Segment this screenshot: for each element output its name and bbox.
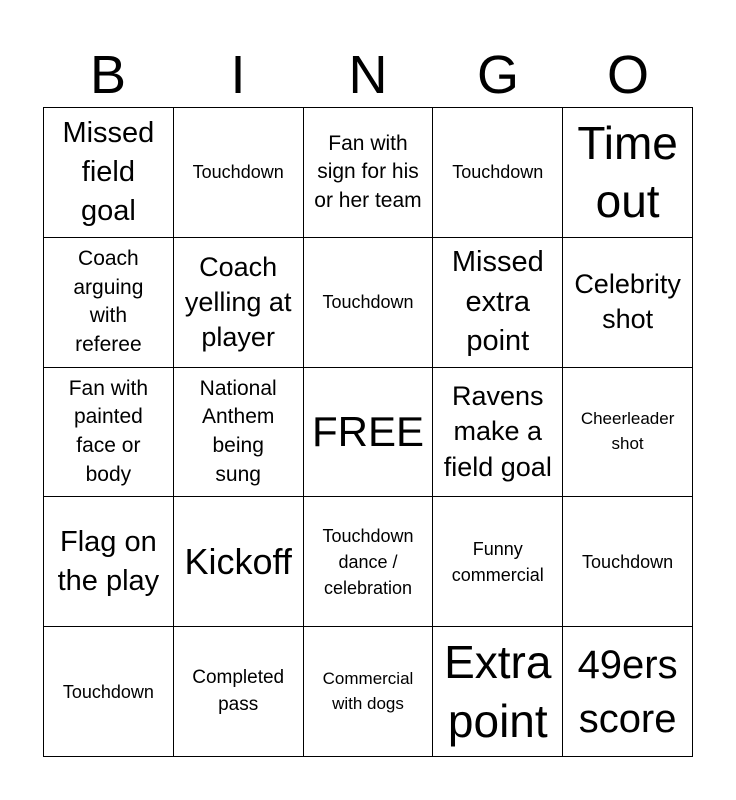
bingo-cell-r3-c4[interactable] — [433, 368, 563, 498]
bingo-cell-r1-c1[interactable] — [44, 108, 174, 238]
cell-label: National Anthem being sung — [199, 376, 277, 486]
cell-label: Coach arguing with referee — [73, 247, 144, 356]
bingo-cell-r5-c4[interactable] — [433, 627, 563, 757]
bingo-cell-r3-c5[interactable] — [563, 368, 693, 498]
header-letter-o: O — [606, 45, 649, 105]
bingo-board — [43, 107, 693, 757]
bingo-header — [43, 42, 693, 108]
cell-label: Completed pass — [192, 667, 285, 715]
bingo-cell-r4-c5[interactable] — [563, 497, 693, 627]
cell-label: Touchdown — [582, 551, 674, 572]
cell-label: Funny commercial — [451, 538, 544, 585]
header-letter-g: G — [476, 45, 519, 105]
bingo-cell-r1-c3[interactable] — [304, 108, 434, 238]
cell-label: Coach yelling at player — [184, 251, 292, 352]
cell-label: Touchdown — [192, 162, 284, 183]
bingo-cell-r2-c2[interactable] — [174, 238, 304, 368]
bingo-cell-r4-c4[interactable] — [433, 497, 563, 627]
cell-label: Extra point — [444, 636, 552, 747]
free-space-label: FREE — [311, 407, 424, 455]
bingo-cell-r1-c4[interactable] — [433, 108, 563, 238]
bingo-cell-r3-c2[interactable] — [174, 368, 304, 498]
cell-label: 49ers score — [577, 642, 678, 741]
cell-label: Commercial with dogs — [322, 668, 414, 713]
cell-label: Time out — [577, 116, 678, 228]
bingo-cell-r2-c3[interactable] — [304, 238, 434, 368]
bingo-cell-r5-c3[interactable] — [304, 627, 434, 757]
header-letter-i: I — [230, 45, 246, 105]
cell-label: Missed field goal — [62, 116, 155, 227]
bingo-cell-r4-c3[interactable] — [304, 497, 434, 627]
bingo-cell-r2-c4[interactable] — [433, 238, 563, 368]
cell-label: Kickoff — [184, 541, 292, 583]
bingo-cell-free[interactable] — [304, 368, 434, 498]
cell-label: Missed extra point — [451, 246, 544, 357]
cell-label: Fan with sign for his or her team — [314, 131, 422, 212]
header-letter-b: B — [89, 45, 127, 105]
bingo-cell-r1-c5[interactable] — [563, 108, 693, 238]
bingo-cell-r5-c5[interactable] — [563, 627, 693, 757]
cell-label: Touchdown — [322, 292, 414, 313]
header-letter-n: N — [348, 45, 388, 105]
cell-label: Cheerleader shot — [580, 409, 675, 453]
cell-label: Flag on the play — [57, 525, 160, 597]
cell-label: Touchdown dance / celebration — [322, 525, 414, 598]
cell-label: Touchdown — [452, 162, 544, 183]
bingo-cell-r2-c5[interactable] — [563, 238, 693, 368]
cell-label: Celebrity shot — [574, 269, 681, 335]
bingo-cell-r5-c1[interactable] — [44, 627, 174, 757]
bingo-cell-r1-c2[interactable] — [174, 108, 304, 238]
bingo-cell-r5-c2[interactable] — [174, 627, 304, 757]
cell-label: Fan with painted face or body — [68, 376, 149, 486]
cell-label: Touchdown — [62, 681, 154, 702]
bingo-cell-r4-c1[interactable] — [44, 497, 174, 627]
bingo-cell-r4-c2[interactable] — [174, 497, 304, 627]
bingo-cell-r3-c1[interactable] — [44, 368, 174, 498]
cell-label: Ravens make a field goal — [443, 381, 552, 482]
bingo-cell-r2-c1[interactable] — [44, 238, 174, 368]
